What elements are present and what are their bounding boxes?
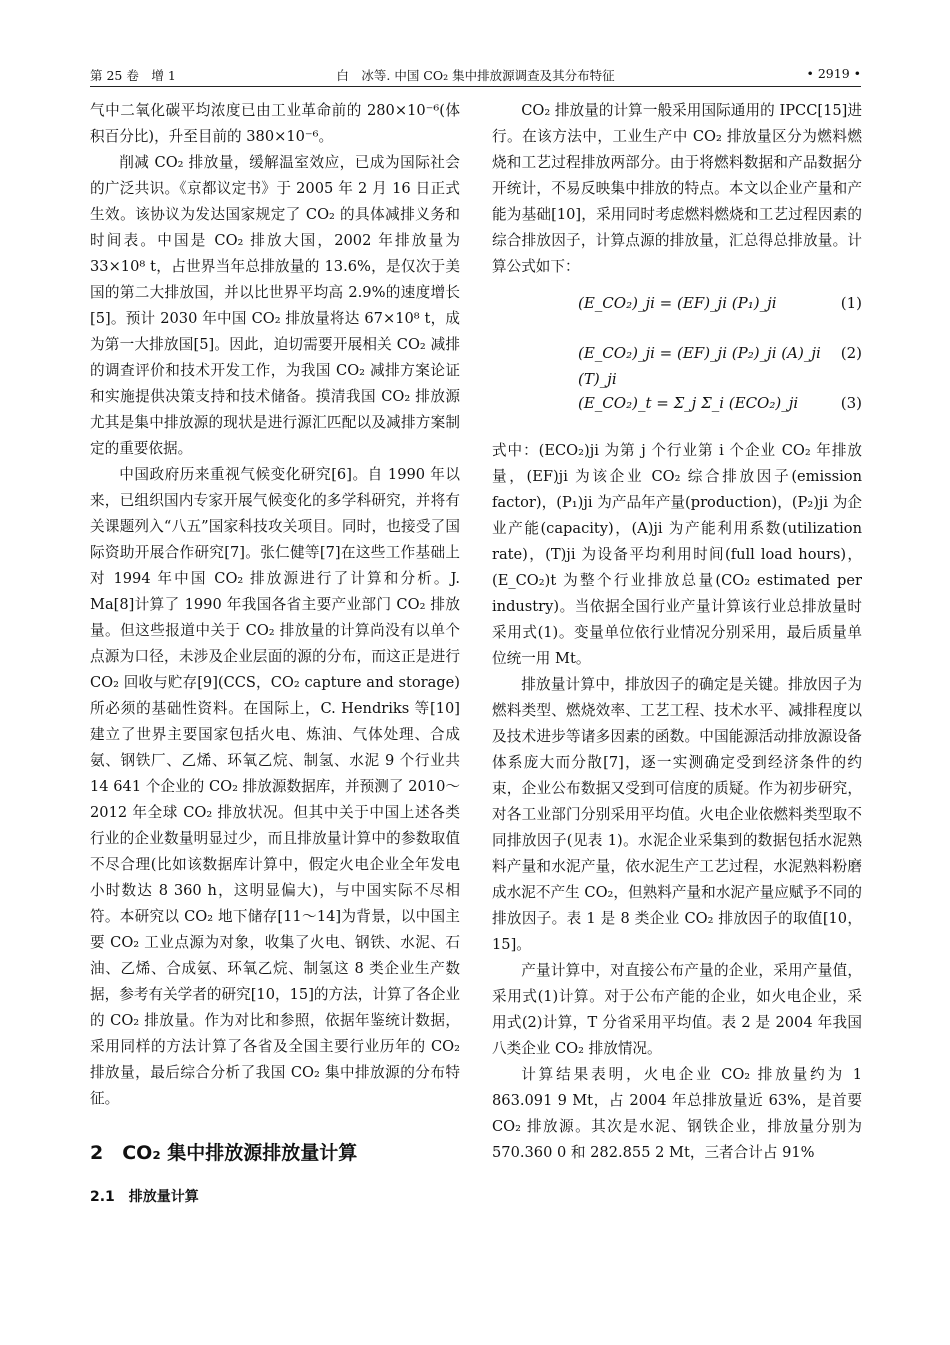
subsection-heading: 2.1 排放量计算 [90, 1189, 199, 1205]
equation-3-body: (E_CO₂)_t = Σ_j Σ_i (ECO₂)_ji [578, 394, 799, 412]
running-header [90, 62, 861, 87]
equation-2 [492, 330, 862, 388]
right-column [492, 98, 862, 1166]
paragraph: 式中：(ECO₂)ji 为第 j 个行业第 i 个企业 CO₂ 年排放量，(EF)ji 为该企业 CO₂ 综合排放因子(emission factor)，(P₁)ji 为产品年产量(production)，(P₂)ji 为企业产能(capacity)，(A)ji 为产能利用系数(utilization rate)，(T)ji 为设备平均利用时间(full load hours)，(E_CO₂)t 为整个行业排放总量(CO₂ estimated per industry)。当依据全国行业产量计算该行业总排放量时采用式(1)。变量单位依行业情况分别采用，最后质量单位统一用 Mt。 [492, 442, 862, 667]
equation-3 [492, 380, 862, 438]
paragraph: 产量计算中，对直接公布产量的企业，采用产量值，采用式(1)计算。对于公布产能的企业，如火电企业，采用式(2)计算，T 分省采用平均值。表 2 是 2004 年我国八类企业 CO₂ 排放情况。 [492, 962, 862, 1057]
running-title: 白 冰等. 中国 CO₂ 集中排放源调查及其分布特征 [336, 68, 615, 83]
section-heading: 2 CO₂ 集中排放源排放量计算 [90, 1142, 358, 1164]
equation-1 [492, 280, 862, 330]
paragraph: 气中二氧化碳平均浓度已由工业革命前的 280×10⁻⁶(体积百分比)，升至目前的 380×10⁻⁶。 [90, 102, 460, 145]
equation-1-body: (E_CO₂)_ji = (EF)_ji (P₁)_ji [578, 294, 777, 312]
equation-2-number: (2) [840, 344, 862, 362]
paragraph: 计算结果表明，火电企业 CO₂ 排放量约为 1 863.091 9 Mt，占 2004 年总排放量近 63%，是首要 CO₂ 排放源。其次是水泥、钢铁企业，排放量分别为 570.360 0 和 282.855 2 Mt，三者合计占 91% [492, 1066, 862, 1161]
equation-3-number: (3) [840, 394, 862, 412]
equation-2-body: (E_CO₂)_ji = (EF)_ji (P₂)_ji (A)_ji (T)_ji [578, 344, 821, 388]
paragraph: CO₂ 排放量的计算一般采用国际通用的 IPCC[15]进行。在该方法中，工业生产中 CO₂ 排放量区分为燃料燃烧和工艺过程排放两部分。由于将燃料数据和产品数据分开统计，不易反映集中排放的特点。本文以企业产量和产能为基础[10]，采用同时考虑燃料燃烧和工艺过程因素的综合排放因子，计算点源的排放量，汇总得总排放量。计算公式如下： [492, 102, 862, 275]
page-number: • 2919 • [806, 66, 861, 81]
paragraph: 中国政府历来重视气候变化研究[6]。自 1990 年以来，已组织国内专家开展气候变化的多学科研究，并将有关课题列入“八五”国家科技攻关项目。同时，也接受了国际资助开展合作研究[7]。张仁健等[7]在这些工作基础上对 1994 年中国 CO₂ 排放源进行了计算和分析。J. Ma[8]计算了 1990 年我国各省主要产业部门 CO₂ 排放量。但这些报道中关于 CO₂ 排放量的计算尚没有以单个点源为口径，未涉及企业层面的源的分布，而这正是进行 CO₂ 回收与贮存[9](CCS，CO₂ capture and storage)所必须的基础性资料。在国际上，C. Hendriks 等[10]建立了世界主要国家包括火电、炼油、气体处理、合成氨、钢铁厂、乙烯、环氧乙烷、制氢、水泥 9 个行业共 14 641 个企业的 CO₂ 排放源数据库，并预测了 2010～2012 年全球 CO₂ 排放状况。但其中关于中国上述各类行业的企业数量明显过少，而且排放量计算中的参数取值不尽合理(比如该数据库计算中，假定火电企业全年发电小时数达 8 360 h，这明显偏大)，与中国实际不尽相符。本研究以 CO₂ 地下储存[11～14]为背景，以中国主要 CO₂ 工业点源为对象，收集了火电、钢铁、水泥、石油、乙烯、合成氨、环氧乙烷、制氢这 8 类企业生产数据，参考有关学者的研究[10，15]的方法，计算了各企业的 CO₂ 排放量。作为对比和参照，依据年鉴统计数据，采用同样的方法计算了各省及全国主要行业历年的 CO₂ 排放量，最后综合分析了我国 CO₂ 集中排放源的分布特征。 [90, 466, 460, 1107]
equation-1-number: (1) [840, 294, 862, 312]
journal-volume: 第 25 卷 增 1 [90, 68, 176, 83]
paragraph: 排放量计算中，排放因子的确定是关键。排放因子为燃料类型、燃烧效率、工艺工程、技术水平、减排程度以及技术进步等诸多因素的函数。中国能源活动排放源设备体系庞大而分散[7]，逐一实测确定受到经济条件的约束，企业公布数据又受到可信度的质疑。作为初步研究，对各工业部门分别采用平均值。火电企业依燃料类型取不同排放因子(见表 1)。水泥企业采集到的数据包括水泥熟料产量和水泥产量，依水泥生产工艺过程，水泥熟料粉磨成水泥不产生 CO₂，但熟料产量和水泥产量应赋予不同的排放因子。表 1 是 8 类企业 CO₂ 排放因子的取值[10，15]。 [492, 676, 862, 953]
paragraph: 削减 CO₂ 排放量，缓解温室效应，已成为国际社会的广泛共识。《京都议定书》于 2005 年 2 月 16 日正式生效。该协议为发达国家规定了 CO₂ 的具体减排义务和时间表。中国是 CO₂ 排放大国，2002 年排放量为 33×10⁸ t，占世界当年总排放量的 13.6%，是仅次于美国的第二大排放国，并以比世界平均高 2.9%的速度增长[5]。预计 2030 年中国 CO₂ 排放量将达 67×10⁸ t，成为第一大排放国[5]。因此，迫切需要开展相关 CO₂ 减排的调查评价和技术开发工作，为我国 CO₂ 减排方案论证和实施提供决策支持和技术储备。摸清我国 CO₂ 排放源尤其是集中排放源的现状是进行源汇匹配以及减排方案制定的重要依据。 [90, 154, 460, 457]
left-column [90, 98, 460, 1210]
